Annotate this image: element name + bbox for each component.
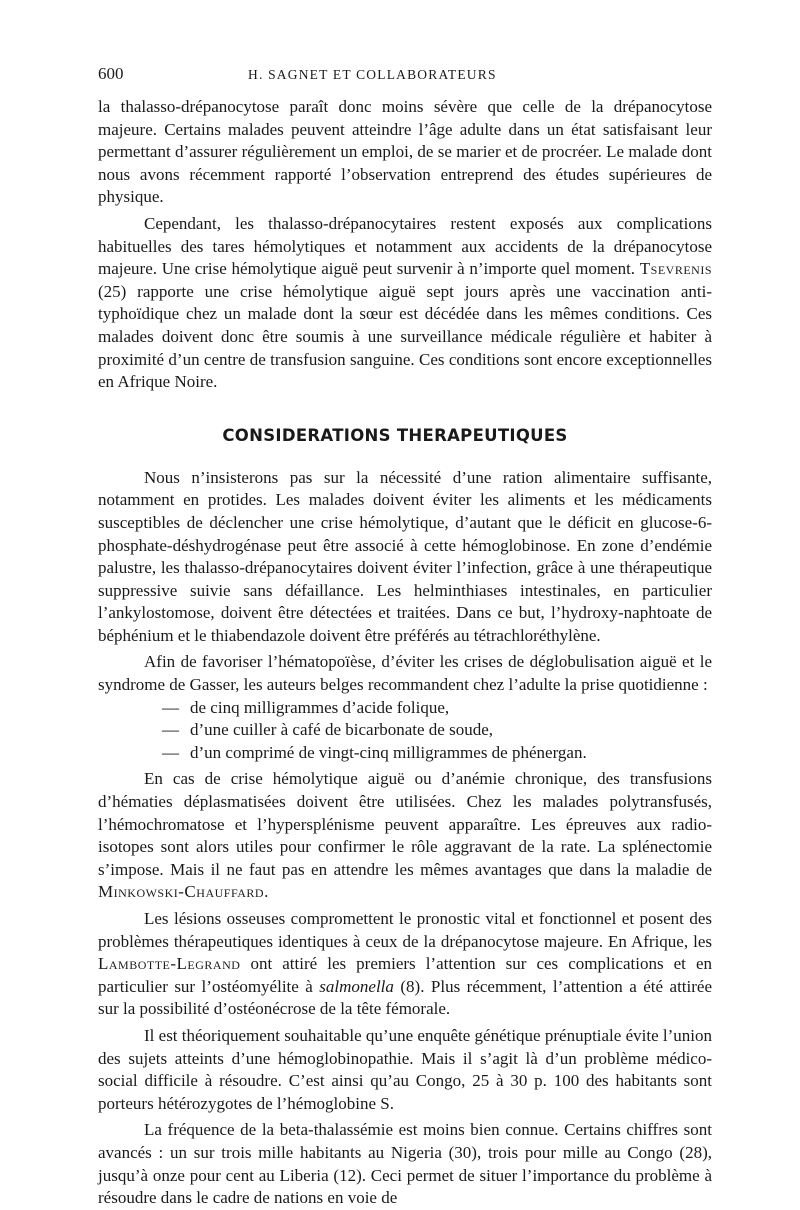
page-number: 600: [98, 64, 124, 83]
paragraph-nutrition: Nous n’insisterons pas sur la nécessité d’une ration alimentaire suffisante, notamment en protides. Les malades doivent éviter les aliments et les médicaments susceptibles de déclencher une crise hémolytique, d’autant que le déficit en glucose-6-phosphate-déshydrogénase peut être associé à cette hémoglobinose. En zone d’endémie palustre, les thalasso-drépanocytaires doivent éviter l’infection, grâce à une thérapeutique suppressive suivie sans défaillance. Les helminthiases intestinales, en particulier l’ankylostomose, doivent être détectées et traitées. Dans ce but, l’hydroxy-naphtoate de béphénium et le thiabendazole doivent être préférés au tétrachloréthylène.: [98, 467, 712, 645]
list-dash: —: [162, 742, 179, 762]
paragraph-transfusions: [98, 768, 712, 904]
author-name-tsevrenis: Tsevrenis: [639, 259, 712, 279]
paragraph-complications: [98, 213, 712, 394]
list-dash: —: [162, 697, 179, 717]
paragraph-hematopoiesis: Afin de favoriser l’hématopoïèse, d’éviter les crises de déglobulisation aiguë et le syndrome de Gasser, les auteurs belges recommandent chez l’adulte la prise quotidienne :: [98, 652, 712, 695]
list-item: [162, 719, 712, 742]
paragraph-bone-lesions-text-2: ont attiré les premiers l’attention sur ces complications et en particulier sur l’ostéomyélite à: [98, 954, 712, 996]
author-name-minkowski: Minkowski-Chauffard: [98, 882, 265, 902]
paragraph-bone-lesions-text-1: Les lésions osseuses compromettent le pronostic vital et fonctionnel et posent des problèmes thérapeutiques identiques à ceux de la drépanocytose majeure. En Afrique, les: [98, 909, 712, 951]
list-dash: —: [162, 720, 179, 740]
paragraph-complications-text-1: Cependant, les thalasso-drépanocytaires restent exposés aux complications habituelles des tares hémolytiques et notamment aux accidents de la drépanocytose majeure. Une crise hémolytique aiguë peut survenir à n’importe quel moment.: [98, 213, 712, 279]
list-item: [162, 742, 712, 765]
paragraph-bone-lesions-text-3: (8). Plus récemment, l’attention a été attirée sur la possibilité d’ostéonécrose de la tête fémorale.: [98, 976, 712, 1019]
running-header: [98, 64, 712, 88]
list-item-text: d’une cuiller à café de bicarbonate de soude,: [190, 720, 494, 740]
paragraph-continuation: la thalasso-drépanocytose paraît donc moins sévère que celle de la drépanocytose majeure. Certains malades peuvent atteindre l’âge adulte dans un état satisfaisant leur permettant d’assurer régulièrement un emploi, de se marier et de procréer. Le malade dont nous avons récemment rapporté l’observation entreprend des études supérieures de physique.: [98, 97, 712, 207]
paragraph-genetic-survey: Il est théoriquement souhaitable qu’une enquête génétique prénuptiale évite l’union des sujets atteints d’une hémoglobinopathie. Mais il s’agit là d’un problème médico-social difficile à résoudre. C’est ainsi qu’au Congo, 25 à 30 p. 100 des habitants sont porteurs hétérozygotes de l’hémoglobine S.: [98, 1025, 712, 1113]
running-header-title: H. SAGNET ET COLLABORATEURS: [248, 67, 497, 82]
paragraph-complications-text-2: (25) rapporte une crise hémolytique aiguë sept jours après une vaccination anti-typhoïdique chez un malade dont la sœur est décédée dans les mêmes conditions. Ces malades doivent donc être soumis à une surveillance médicale régulière et habiter à proximité d’un centre de transfusion sanguine. Ces conditions sont encore exceptionnelles en Afrique Noire.: [98, 281, 712, 392]
list-item-text: d’un comprimé de vingt-cinq milligrammes de phénergan.: [190, 742, 587, 762]
italic-salmonella: salmonella: [319, 976, 394, 996]
list-item: [162, 697, 712, 720]
list-item-text: de cinq milligrammes d’acide folique,: [190, 697, 450, 717]
paragraph-transfusions-text-1: En cas de crise hémolytique aiguë ou d’anémie chronique, des transfusions d’hématies déplasmatisées doivent être utilisées. Chez les malades polytransfusés, l’hémochromatose et l’hypersplénisme peuvent apparaître. Les épreuves aux radio-isotopes sont alors utiles pour confirmer le rôle aggravant de la rate. La splénectomie s’impose. Mais il ne faut pas en attendre les mêmes avantages que dans la maladie de: [98, 769, 712, 879]
prescription-list: [98, 697, 712, 765]
paragraph-transfusions-text-2: .: [264, 882, 269, 902]
paragraph-bone-lesions: [98, 908, 712, 1021]
paragraph-frequency: La fréquence de la beta-thalassémie est moins bien connue. Certains chiffres sont avancés : un sur trois mille habitants au Nigeria (30), trois pour mille au Congo (28), jusqu’à onze pour cent au Liberia (12). Ceci permet de situer l’importance du problème à résoudre dans le cadre de nations en voie de: [98, 1120, 712, 1208]
author-name-lambotte: Lambotte-Legrand: [98, 954, 241, 974]
section-heading: CONSIDERATIONS THERAPEUTIQUES: [222, 425, 568, 445]
